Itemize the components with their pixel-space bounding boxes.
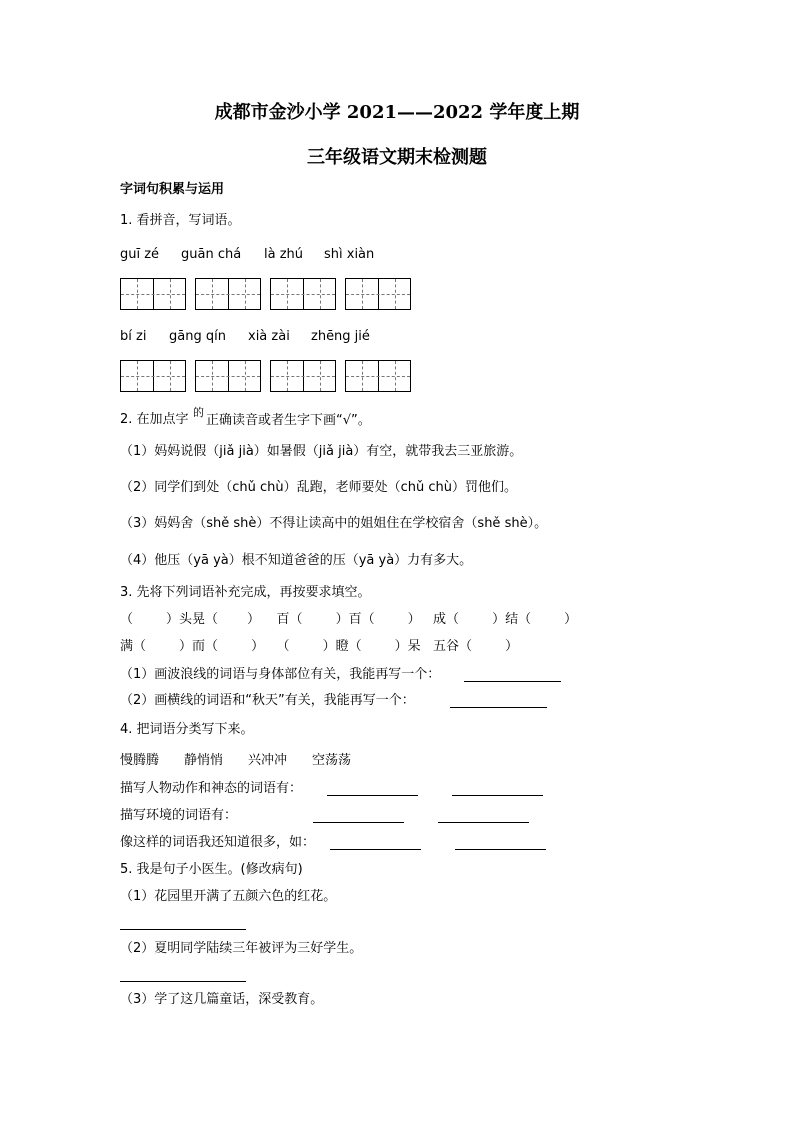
pinyin-5: bí zi	[120, 329, 147, 344]
page-title: 成都市金沙小学 2021——2022 学年度上期	[214, 102, 580, 123]
pinyin-8: zhēng jié	[311, 329, 370, 344]
section-heading: 字词句积累与运用	[120, 182, 225, 197]
q5-sentence-2: （2）夏明同学陆续三年被评为三好学生。	[120, 941, 363, 956]
q3-sub-1-answer-line[interactable]	[464, 681, 561, 682]
q3-sub-2: （2）画横线的词语和“秋天”有关，我能再写一个：	[120, 693, 415, 708]
q3-line-1: （ ）头晃（ ） 百（ ）百（ ） 成（ ）结（ ）	[120, 612, 578, 627]
q2-item-3: （3）妈妈舍（shě shè）不得让读高中的姐姐住在学校宿舍（shě shè）。	[120, 516, 548, 531]
pinyin-2: guān chá	[181, 247, 242, 262]
q2-item-4: （4）他压（yā yà）根不知道爸爸的压（yā yà）力有多大。	[120, 553, 473, 568]
writing-grid-5[interactable]	[120, 360, 186, 392]
pinyin-4: shì xiàn	[324, 247, 375, 262]
q1-stem: 1. 看拼音，写词语。	[120, 213, 241, 228]
writing-grid-2[interactable]	[195, 278, 261, 310]
q3-sub-2-answer-line[interactable]	[450, 707, 547, 708]
writing-grid-6[interactable]	[195, 360, 261, 392]
pinyin-7: xià zài	[248, 329, 290, 344]
writing-grid-3[interactable]	[270, 278, 336, 310]
q2-item-2: （2）同学们到处（chǔ chù）乱跑，老师要处（chǔ chù）罚他们。	[120, 480, 518, 495]
q3-line-2: 满（ ）而（ ） （ ）瞪（ ）呆 五谷（ ）	[120, 639, 519, 654]
q4-line-3-blank-b[interactable]	[455, 849, 546, 850]
q3-sub-1: （1）画波浪线的词语与身体部位有关，我能再写一个：	[120, 667, 441, 682]
page-subtitle: 三年级语文期末检测题	[307, 147, 487, 168]
pinyin-3: là zhú	[264, 247, 304, 262]
pinyin-1: guī zé	[120, 247, 160, 262]
q4-stem: 4. 把词语分类写下来。	[120, 722, 254, 737]
pinyin-6: gāng qín	[169, 329, 226, 344]
q5-sentence-2-answer-line[interactable]	[120, 981, 246, 982]
q5-sentence-1: （1）花园里开满了五颜六色的红花。	[120, 889, 337, 904]
writing-grid-4[interactable]	[345, 278, 411, 310]
q4-line-3: 像这样的词语我还知道很多，如：	[120, 835, 316, 850]
q4-line-3-blank-a[interactable]	[330, 849, 421, 850]
q4-word-4: 空荡荡	[312, 753, 352, 768]
q4-line-1-blank-b[interactable]	[452, 795, 543, 796]
q4-word-1: 慢腾腾	[120, 753, 160, 768]
q4-word-3: 兴冲冲	[248, 753, 288, 768]
q2-stem-b: 正确读音或者生字下画“√”。	[206, 413, 371, 428]
q5-sentence-3: （3）学了这几篇童话，深受教育。	[120, 992, 324, 1007]
q2-item-1: （1）妈妈说假（jiǎ jià）如暑假（jiǎ jià）有空，就带我去三亚旅游。	[120, 444, 523, 459]
q4-line-2: 描写环境的词语有：	[120, 808, 238, 823]
q4-line-1-blank-a[interactable]	[327, 795, 418, 796]
q4-word-2: 静悄悄	[184, 753, 224, 768]
q2-stem-superscript: 的	[193, 406, 204, 419]
q4-line-1: 描写人物动作和神态的词语有：	[120, 781, 303, 796]
writing-grid-8[interactable]	[345, 360, 411, 392]
q4-line-2-blank-b[interactable]	[438, 822, 529, 823]
q2-stem-a: 2. 在加点字	[120, 412, 189, 427]
writing-grid-7[interactable]	[270, 360, 336, 392]
q5-stem: 5. 我是句子小医生。(修改病句)	[120, 862, 303, 877]
writing-grid-1[interactable]	[120, 278, 186, 310]
q5-sentence-1-answer-line[interactable]	[120, 929, 246, 930]
q3-stem: 3. 先将下列词语补充完成，再按要求填空。	[120, 585, 371, 600]
q4-line-2-blank-a[interactable]	[313, 822, 404, 823]
